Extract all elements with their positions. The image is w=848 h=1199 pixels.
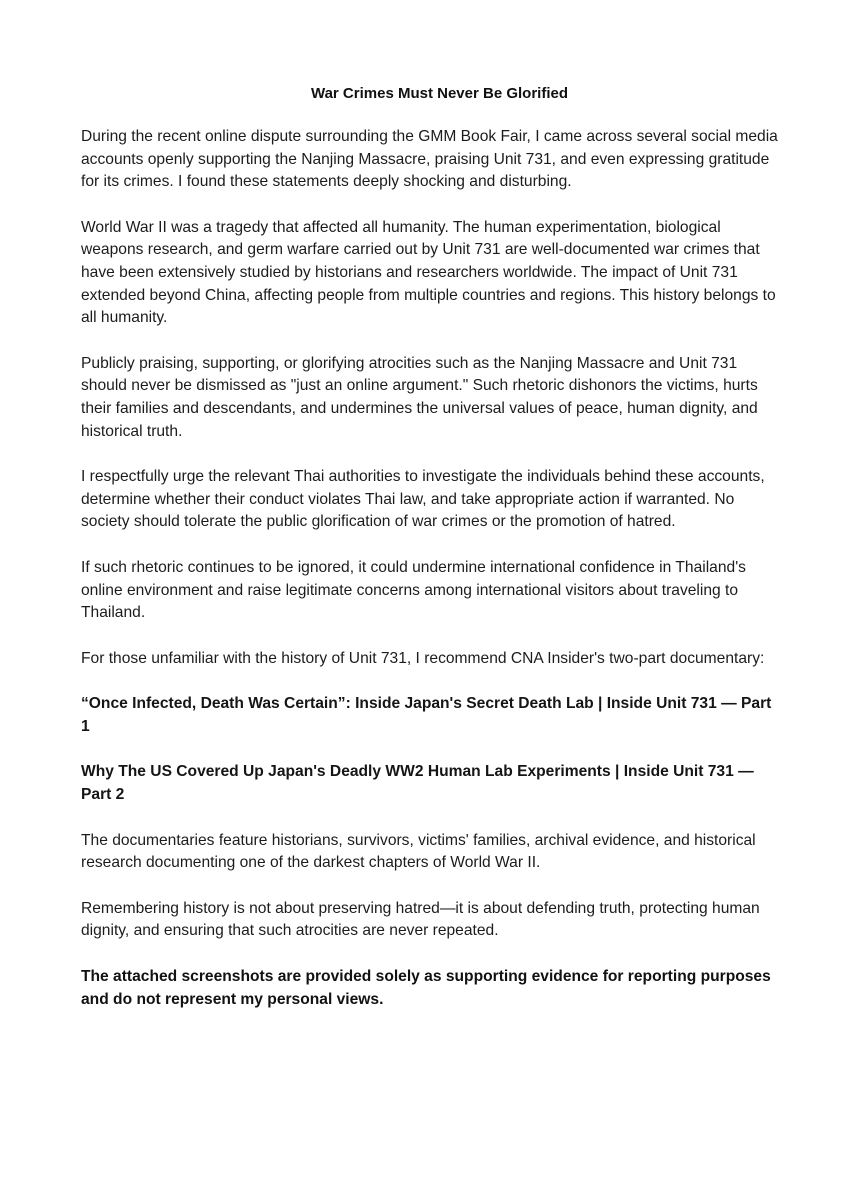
- paragraph-remembering: Remembering history is not about preserving hatred—it is about defending truth, protecting human dignity, and ensuring that such atrocities are never repeated.: [81, 899, 760, 940]
- paragraph-glorifying: Publicly praising, supporting, or glorifying atrocities such as the Nanjing Massacre and Unit 731 should never be dismissed as "just an online argument." Such rhetoric dishonors the victims, hurts their families and descendants, and undermines the universal values of peace, human dignity, and historical truth.: [81, 354, 758, 440]
- paragraph-world-war: World War II was a tragedy that affected all humanity. The human experimentation, biological weapons research, and germ warfare carried out by Unit 731 are well-documented war crimes that have been extensively studied by historians and researchers worldwide. The impact of Unit 731 extended beyond China, affecting people from multiple countries and regions. This history belongs to all humanity.: [81, 218, 776, 327]
- documentary-title-part-2: Why The US Covered Up Japan's Deadly WW2 Human Lab Experiments | Inside Unit 731 — Part 2: [81, 763, 754, 804]
- document-title: War Crimes Must Never Be Glorified: [310, 85, 568, 102]
- documentary-title-part-1: “Once Infected, Death Was Certain”: Inside Japan's Secret Death Lab | Inside Unit 731 — Part 1: [81, 695, 772, 735]
- paragraph-confidence: If such rhetoric continues to be ignored, it could undermine international confidence in Thailand's online environment and raise legitimate concerns among international visitors about traveling to Thailand.: [81, 558, 746, 622]
- paragraph-urge-authorities: I respectfully urge the relevant Thai authorities to investigate the individuals behind these accounts, determine whether their conduct violates Thai law, and take appropriate action if warranted. No society should tolerate the public glorification of war crimes or the promotion of hatred.: [81, 468, 765, 531]
- paragraph-recommendation: For those unfamiliar with the history of Unit 731, I recommend CNA Insider's two-part documentary:: [81, 649, 765, 667]
- paragraph-documentaries: The documentaries feature historians, survivors, victims' families, archival evidence, and historical research documenting one of the darkest chapters of World War II.: [81, 831, 756, 872]
- paragraph-disclaimer: The attached screenshots are provided solely as supporting evidence for reporting purposes and do not represent my personal views.: [81, 968, 771, 1008]
- paragraph-dispute: During the recent online dispute surrounding the GMM Book Fair, I came across several social media accounts openly supporting the Nanjing Massacre, praising Unit 731, and even expressing gratitude for its crimes. I found these statements deeply shocking and disturbing.: [81, 128, 778, 191]
